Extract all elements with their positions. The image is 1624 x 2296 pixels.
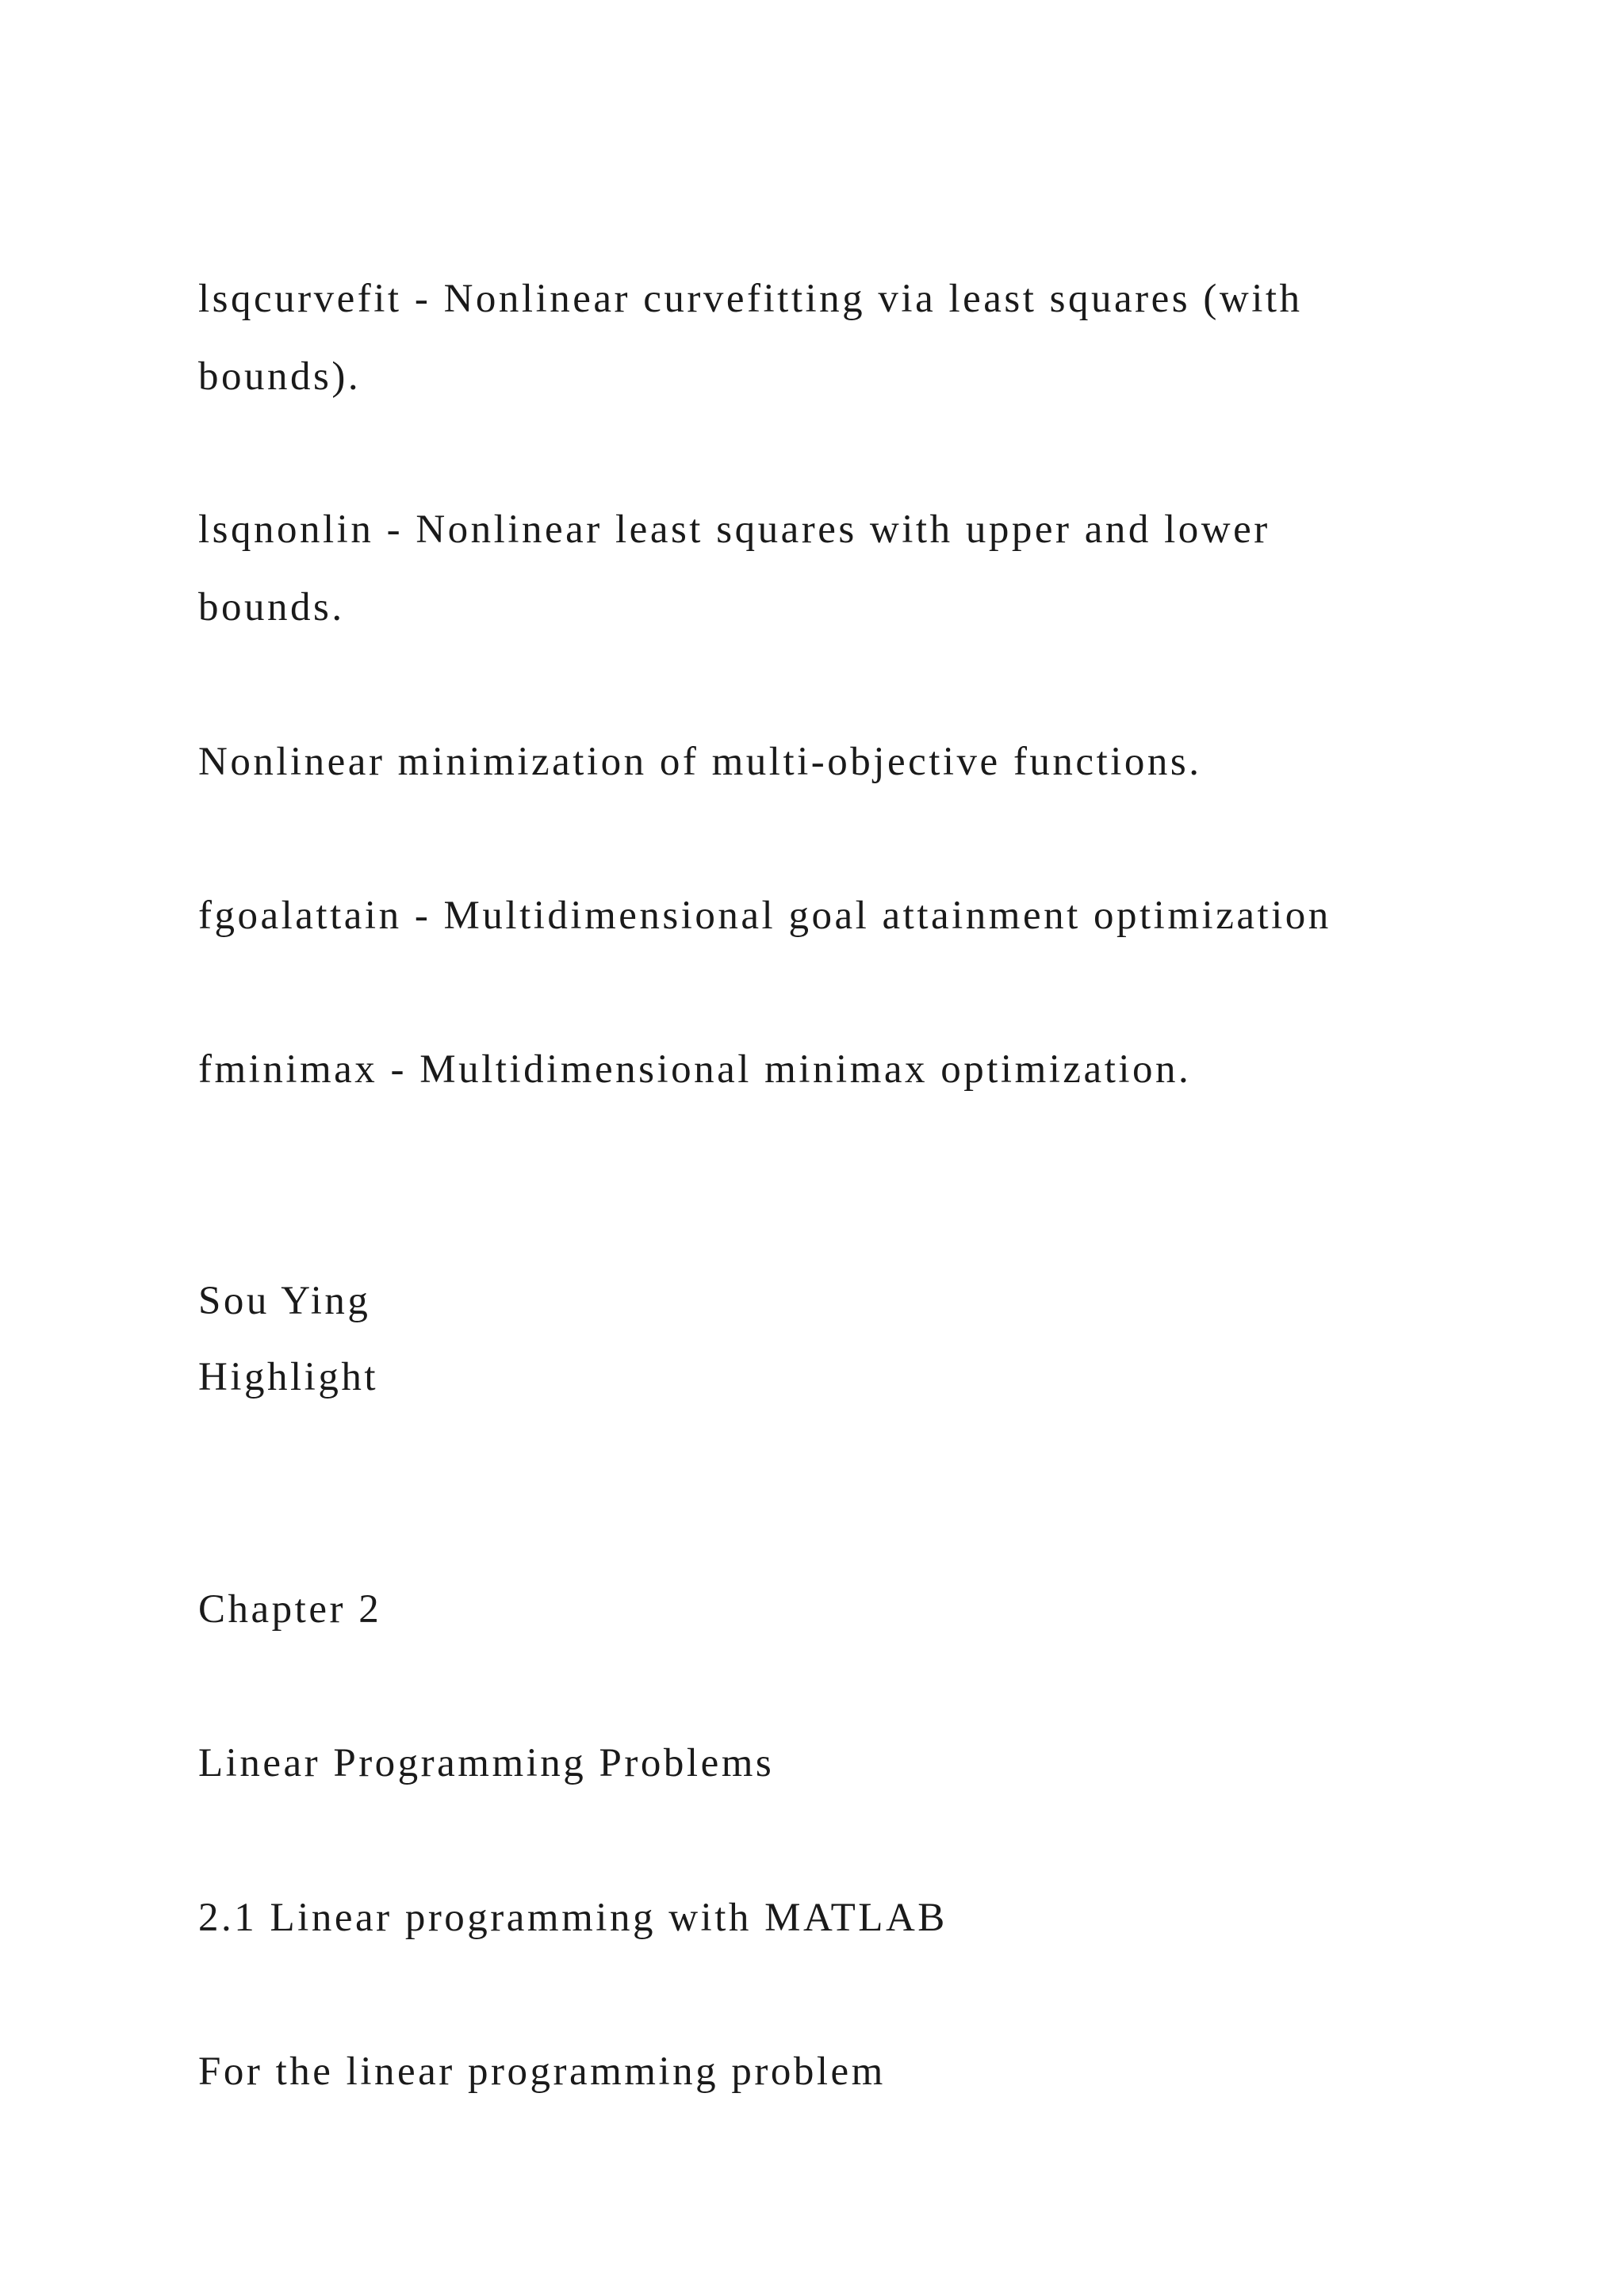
section-heading: 2.1 Linear programming with MATLAB [198,1896,948,1940]
lsqnonlin-description-continuation: bounds. [198,585,345,629]
highlight-label: Highlight [198,1355,379,1399]
lsqcurvefit-description-continuation: bounds). [198,354,362,399]
multi-objective-heading: Nonlinear minimization of multi-objective functions. [198,740,1202,784]
fgoalattain-description-line: fgoalattain - Multidimensional goal attainment optimization [198,894,1331,938]
fminimax-description-line: fminimax - Multidimensional minimax optimization. [198,1047,1192,1092]
body-text-line: For the linear programming problem [198,2049,886,2094]
author-name: Sou Ying [198,1279,371,1323]
chapter-title: Linear Programming Problems [198,1741,775,1785]
chapter-number: Chapter 2 [198,1587,382,1632]
lsqcurvefit-description-line: lsqcurvefit - Nonlinear curvefitting via least squares (with [198,277,1303,321]
lsqnonlin-description-line: lsqnonlin - Nonlinear least squares with upper and lower [198,507,1270,552]
